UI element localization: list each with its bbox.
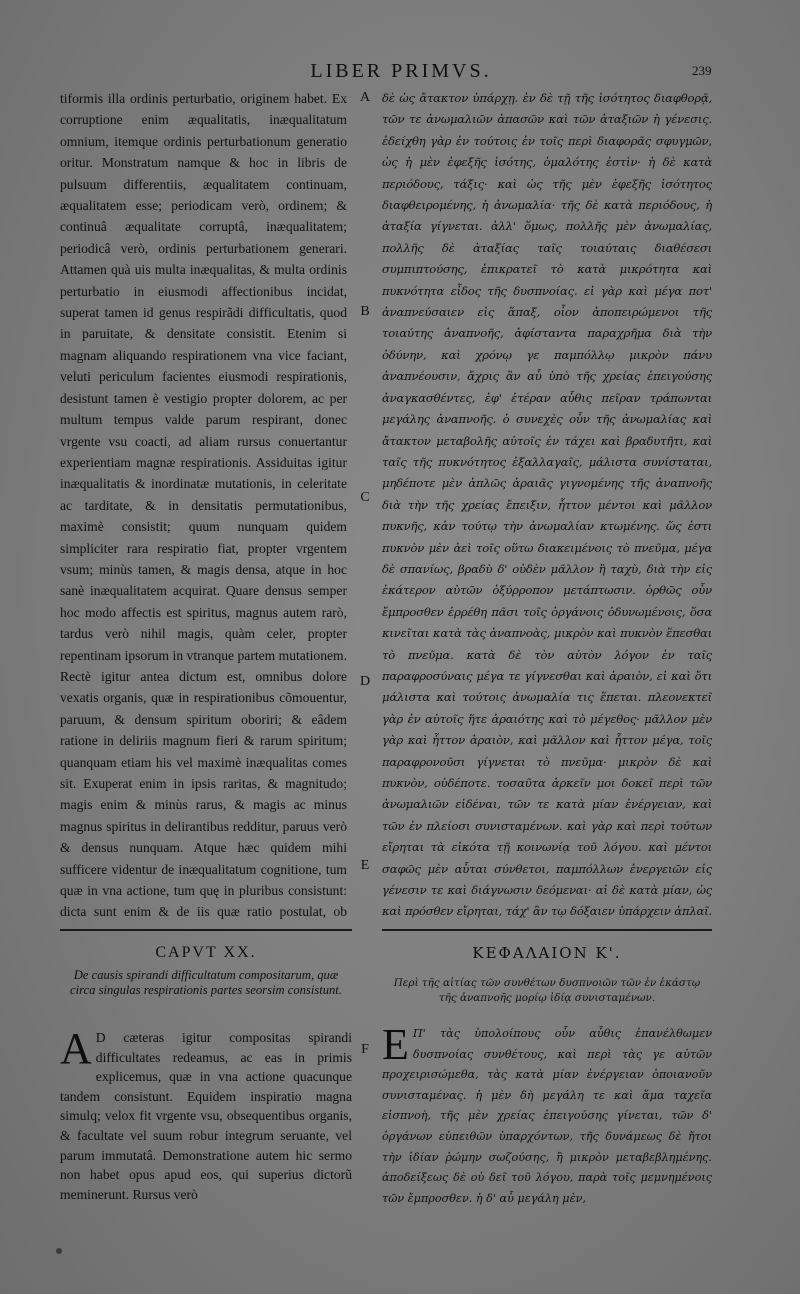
page-number: 239 <box>692 63 712 78</box>
latin-dropcap: A <box>60 1028 92 1073</box>
greek-chapter-subtitle: Περὶ τῆς αἰτίας τῶν συνθέτων δυσπνοιῶν τῶν ἐν ἑκάστῳ τῆς ἀναπνοῆς μορίῳ ἰδίᾳ συνισταμένων. <box>393 977 701 1004</box>
latin-chapter-subtitle: De causis spirandi difficultatum compositarum, quæ circa singulas respirationis partes seorsim consistunt. <box>70 968 342 997</box>
margin-marker-b: B <box>360 304 370 319</box>
latin-chapter-paragraph: D cæteras igitur compositas spirandi difficultates redeamus, ac eas in primis explicemus, quæ in vna actione quacunque tandem consistunt. Equidem inspiratio magna simulq; velox fit vrgente vsu, obsequentibus organis, & facultate vel suum robur integrum seruante, vel parum immutatâ. Demonstratione autem hic sermo non habet opus apud eos, qui superius dictorũ meminerunt. Rursus verò <box>60 1030 352 1202</box>
margin-marker-d: D <box>359 674 371 689</box>
running-head: LIBER PRIMVS. <box>310 60 492 82</box>
latin-chapter-title: CAPVT XX. <box>155 944 257 961</box>
greek-column <box>382 88 712 922</box>
greek-paragraph: δὲ ὡς ἄτακτον ὑπάρχῃ. ἐν δὲ τῇ τῆς ἰσότητος διαφθορᾷ, τῶν τε ἀνωμαλιῶν ἁπασῶν καὶ τῶν ἀταξιῶν ἡ γένεσις. ἐδείχθη γὰρ ἐν τούτοις ἐν τοῖς περὶ διαφορᾶς σφυγμῶν, ὡς ἡ μὲν ἐφεξῆς ἰσότης, ὁμαλότης ἐστὶν· ἡ δὲ κατὰ περιόδους, τάξις· καὶ ὡς τῆς μὲν ἐφεξῆς ἰσότητος διαφθειρομένης, ἡ ἀνωμαλία· τῆς δὲ κατὰ περιόδους, ἡ ἀταξία γίγνεται. ἀλλ' ὅμως, πολλῆς μὲν ἀνωμαλίας, πολλῆς δὲ ἀταξίας ταῖς τοιαύταις διαθέσεσι συμπιπτούσης, ἐπικρατεῖ τὸ κατὰ μικρότητα καὶ πυκνότητα εἶδος τῆς δυσπνοίας. εἰ γὰρ καὶ μέγα ποτ' ἀναπνεύσαιεν εἰς ἅπαξ, οἷον ἀποπειρώμενοι τῆς τοιαύτης ἀναπνοῆς, ἀφίσταντα παραχρῆμα διὰ τὴν ὀδύνην, καὶ χρόνῳ γε παμπόλλῳ μικρὸν πάνυ ἀναπνέουσιν, ἄχρις ἂν αὖ ὑπὸ τῆς χρείας ἐπειγούσης ἀναγκασθέντες, ἐφ' ἑτέραν αὖθις πεῖραν τράπωνται μεγάλης ἀναπνοῆς. ὁ συνεχὲς οὖν τῆς ἀνωμαλίας καὶ ἄτακτον μεταβολῆς αὐτοῖς ἐν τάχει καὶ βραδυτῆτι, καὶ ταῖς τῆς πυκνότητος ἐξαλλαγαῖς, μάλιστα συνίσταται, μηδέποτε μὲν ἁπλῶς ἀραιᾶς γιγνομένης τῆς ἀναπνοῆς διὰ τὴν τῆς χρείας ἔπειξιν, ἧττον μέντοι καὶ μᾶλλον πυκνῆς, κἀν τούτῳ τὴν ἀνωμαλίαν κτωμένης. ὥς ἐστι πυκνὸν μὲν ἀεὶ τοῖς οὕτω διακειμένοις τὸ πνεῦμα, μέγα δὲ σπανίως, βραδὺ δ' οὐδὲν μᾶλλον ἢ ταχὺ, διὰ τὴν εἰς ἑκάτερον αὐτῶν ὀξύρροπον μετάπτωσιν. ὀρθῶς οὖν ἔμπροσθεν ἐρρέθη πᾶσι τοῖς ὀργάνοις ὀδυνωμένοις, ὅσα κινεῖται κατὰ τὰς ἀναπνοὰς, μικρὸν καὶ πυκνὸν ἕπεσθαι τὸ πνεῦμα. κατὰ δὲ τὸν αὐτὸν λόγον ἐν ταῖς παραφροσύναις μέγα τε γίγνεσθαι καὶ ἀραιὸν, εἰ καὶ ὅτι μάλιστα καὶ τούτοις ἀνωμαλία τις ἕπεται. πλεονεκτεῖ γὰρ ἐν αὐτοῖς ἥτε ἀραιότης καὶ τὸ μέγεθος· μᾶλλον μὲν γὰρ καὶ ἧττον ἀραιὸν, καὶ μᾶλλον καὶ ἧττον μέγα, τοῖς παραφρονοῦσι γίγνεται τὸ πνεῦμα· μικρὸν δὲ καὶ πυκνὸν, οὐδέποτε. τοσαῦτα ἀρκεῖν μοι δοκεῖ περὶ τῶν ἀνωμαλιῶν εἰδέναι, τῶν τε κατὰ μίαν ἐνέργειαν, καὶ τῶν ἐν πλείοσι συνισταμένων. καὶ γὰρ καὶ περὶ τούτων εἴρηται τὰ εἰκότα τῇ κοινωνίᾳ τοῦ λόγου. καὶ μέντοι σαφῶς μὲν αὗται σύνθετοι, παμπόλλων ἐνεργειῶν εἰς γένεσιν τε καὶ διάγνωσιν δεόμεναι· αἱ δὲ κατὰ μίαν, ὡς καὶ πρόσθεν εἴρηται, τάχ' ἂν τῳ δόξαιεν ὑπάρχειν ἁπλαῖ. <box>382 91 712 919</box>
greek-chapter-title: ΚΕΦΑΛΑΙΟΝ Κ'. <box>472 944 622 962</box>
greek-dropcap: Ε <box>382 1024 409 1069</box>
greek-chapter-text <box>382 1024 712 1244</box>
latin-chapter-text <box>60 1028 352 1238</box>
margin-marker-f: F <box>361 1042 369 1057</box>
margin-marker-c: C <box>360 490 370 505</box>
latin-paragraph: tiformis illa ordinis perturbatio, originem habet. Ex corruptione enim æqualitatis, inæqualitatum omnium, itemque ordinis perturbationum generatio oritur. Monstratum namque & hoc in libris de pulsuum differentiis, æqualitatem continuam, æqualitatem esse; periodicam verò, ordinem; & continuâ æqualitate corruptâ, inæqualitatem; periodicâ verò, ordinis perturbationem generari. Attamen quà uis multa inæqualitas, & multa ordinis perturbatio in eiusmodi affectionibus incidat, superat tamen id genus respirãdi difficultatis, quod in paruitate, & densitate consistit. Etenim si magnam aliquando respirationem vna vice faciant, veluti periculum facientes eiusmodi respirationis, desistunt tamen è vestigio propter dolorem, ac per multum tempus valde parum respirant, donec vrgente vsu coacti, ad aliam rursus conuertantur experientiam magnæ respirationis. Assiduitas igitur inæqualitatis & inordinatæ mutationis, in celeritate ac tarditate, & in densitatis permutationibus, maximè consistit; quum nunquam quidem simpliciter rara respiratio fiat, propter vrgentem vsum; minùs tamen, & magis densa, atque in hoc sanè inæqualitatem acquirat. Quare densus semper hoc modo affectis est spiritus, magnus autem rarò, tardus verò nihil magis, quàm celer, propter repentinam ipsorum in vtranque partem mutationem. Rectè igitur antea dictum est, omnibus dolore vexatis organis, quæ in respirationibus cõmouentur, paruum, & densum spiritum oboriri; & eâdem ratione in deliriis magnum fieri & rarum spiritum; quanquam etiam his vel maximè inæqualitas comes sit. Exuperat enim in ipsis raritas, & magnitudo; magis enim & minùs rarus, & magis ac minus magnus spiritus in delirantibus redditur, paruus verò & densus nunquam. Atque hæc quidem mihi sufficere videntur de inæqualitatum cognitione, tum quæ in vna actione, tum quę in pluribus consistunt: dicta sunt enim & de iis quæ ratio postulat, ob <box>60 91 347 920</box>
chapter-divider-right <box>382 929 712 931</box>
margin-marker-a: A <box>359 90 371 105</box>
ink-spot <box>56 1248 62 1254</box>
latin-column <box>60 88 347 922</box>
margin-marker-e: E <box>360 858 370 873</box>
greek-chapter-paragraph: Π' τὰς ὑπολοίπους οὖν αὖθις ἐπανέλθωμεν δυσπνοίας συνθέτους, καὶ περὶ τὰς γε αὐτῶν προχειρισώμεθα, τὰς κατὰ μίαν ἐνέργειαν ὁποιανοῦν συνισταμένας. ἡ μὲν δὴ μεγάλη τε καὶ ἅμα ταχεῖα εἰσπνοὴ, τῆς μὲν χρείας ἐπειγούσης γίνεται, τῶν δ' ὀργάνων εὐπειθῶν ὑπαρχόντων, τῆς δυνάμεως δὲ ἤτοι τὴν ἰδίαν ῥώμην σωζούσης, ἢ μικρὸν μεταβεβλημένης. ἀποδείξεως δὲ οὐ δεῖ τοῦ λόγου, παρὰ τοῖς μεμνημένοις τῶν ἔμπροσθεν. ἡ δ' αὖ μεγάλη μὲν, <box>382 1027 712 1205</box>
chapter-divider-left <box>60 929 352 931</box>
